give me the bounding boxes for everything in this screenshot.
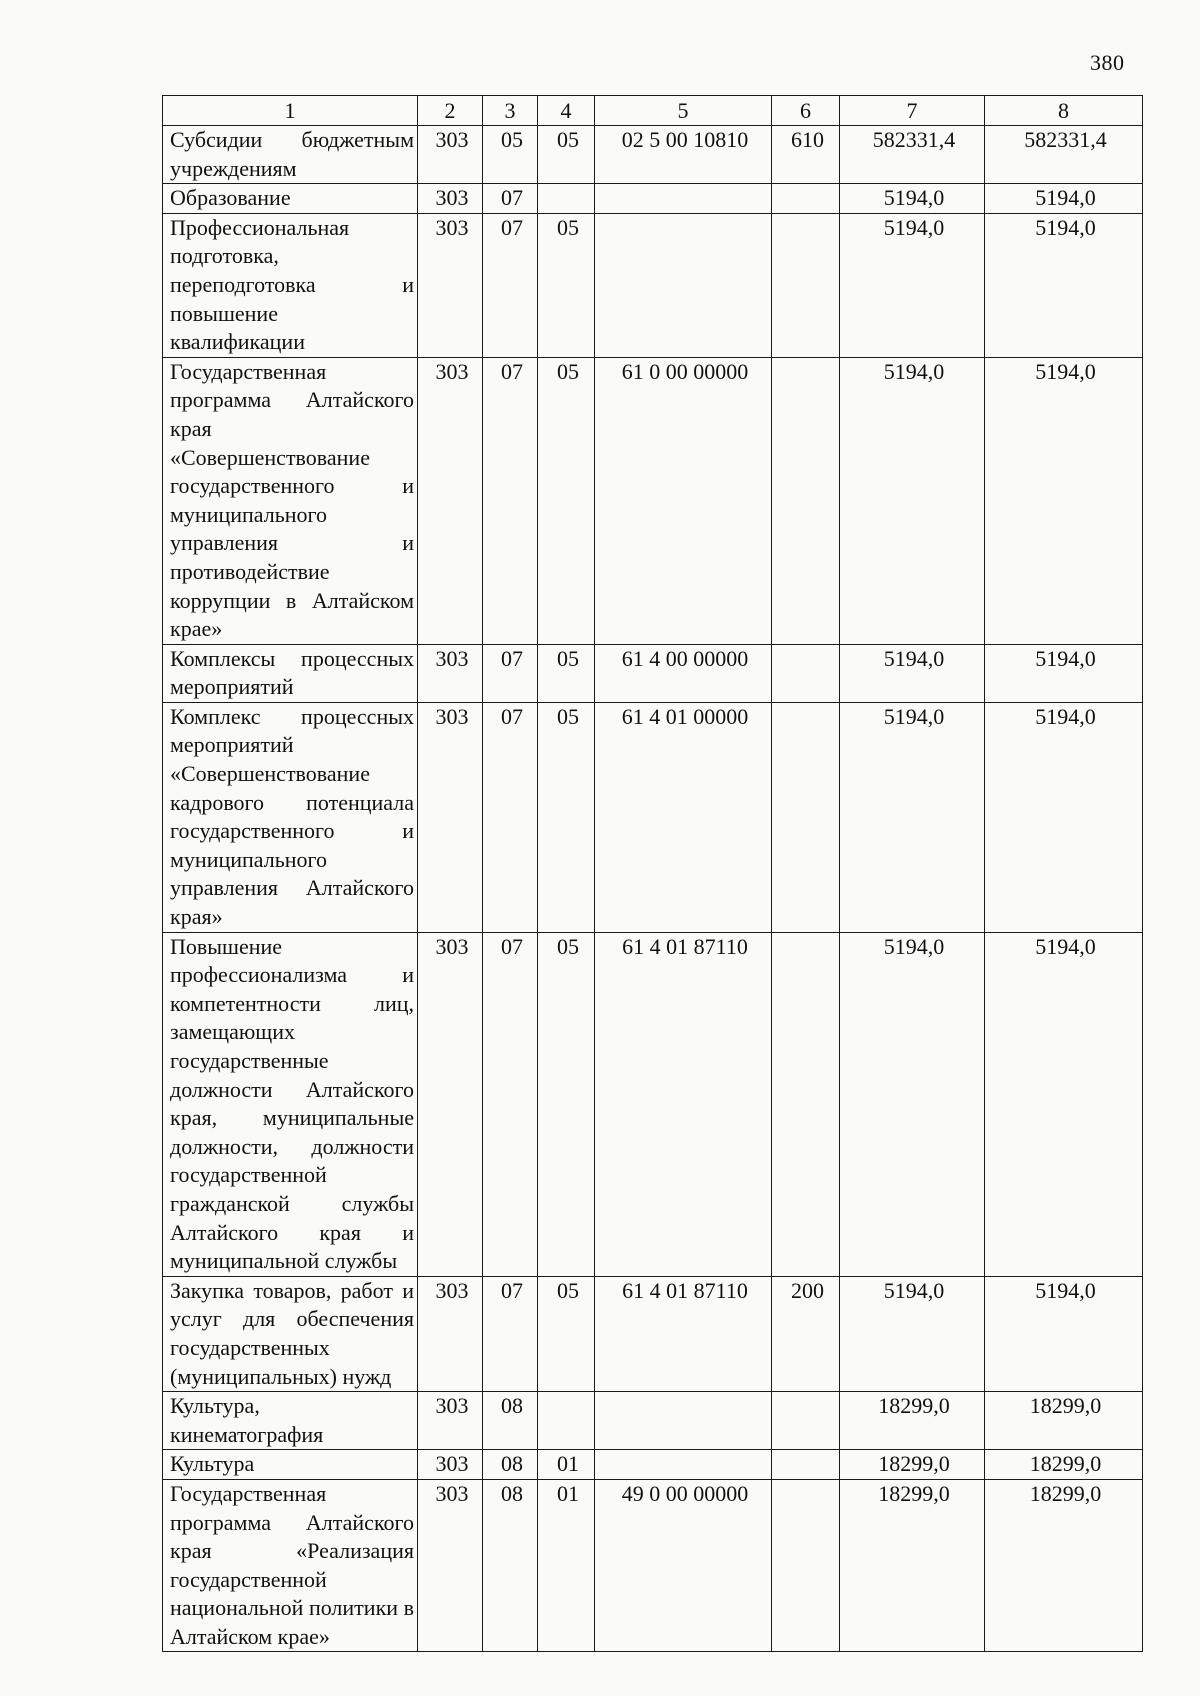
amount-cell: 5194,0 — [840, 357, 985, 644]
expense-type-cell — [772, 1450, 840, 1480]
code-cell: 303 — [418, 184, 483, 214]
amount-cell: 5194,0 — [985, 184, 1143, 214]
section-cell: 08 — [483, 1450, 538, 1480]
header-cell: 2 — [418, 96, 483, 126]
target-article-cell — [595, 184, 772, 214]
subsection-cell — [538, 184, 595, 214]
target-article-cell: 61 4 01 00000 — [595, 702, 772, 932]
subsection-cell: 05 — [538, 702, 595, 932]
subsection-cell — [538, 1392, 595, 1450]
table-row — [163, 702, 1143, 932]
row-name-cell: Образование — [163, 184, 418, 214]
subsection-cell: 05 — [538, 1276, 595, 1391]
amount-cell: 5194,0 — [840, 184, 985, 214]
amount-cell: 5194,0 — [985, 702, 1143, 932]
section-cell: 08 — [483, 1392, 538, 1450]
amount-cell: 582331,4 — [985, 126, 1143, 184]
code-cell: 303 — [418, 126, 483, 184]
header-row — [163, 96, 1143, 126]
expense-type-cell: 610 — [772, 126, 840, 184]
amount-cell: 18299,0 — [840, 1479, 985, 1652]
subsection-cell: 01 — [538, 1450, 595, 1480]
amount-cell: 582331,4 — [840, 126, 985, 184]
header-cell: 7 — [840, 96, 985, 126]
table-row — [163, 184, 1143, 214]
row-name-cell: Комплексы процессных мероприятий — [163, 644, 418, 702]
expense-type-cell — [772, 357, 840, 644]
target-article-cell: 61 4 00 00000 — [595, 644, 772, 702]
code-cell: 303 — [418, 644, 483, 702]
subsection-cell: 01 — [538, 1479, 595, 1652]
amount-cell: 18299,0 — [840, 1392, 985, 1450]
table-row — [163, 213, 1143, 357]
header-cell: 5 — [595, 96, 772, 126]
target-article-cell — [595, 213, 772, 357]
amount-cell: 5194,0 — [840, 702, 985, 932]
row-name-cell: Культура, кинематография — [163, 1392, 418, 1450]
row-name-cell: Культура — [163, 1450, 418, 1480]
expense-type-cell — [772, 644, 840, 702]
section-cell: 07 — [483, 932, 538, 1276]
subsection-cell: 05 — [538, 126, 595, 184]
subsection-cell: 05 — [538, 357, 595, 644]
amount-cell: 18299,0 — [985, 1479, 1143, 1652]
row-name-cell: Повышение профессионализма и компетентности лиц, замещающих государственные должности Алтайского края, муниципальные должности, должности государственной гражданской службы Алтайского края и муниципальной службы — [163, 932, 418, 1276]
row-name-cell: Государственная программа Алтайского края «Совершенствование государственного и муниципального управления и противодействие коррупции в Алтайском крае» — [163, 357, 418, 644]
expense-type-cell — [772, 184, 840, 214]
header-cell: 3 — [483, 96, 538, 126]
expense-type-cell — [772, 1479, 840, 1652]
row-name-cell: Комплекс процессных мероприятий «Совершенствование кадрового потенциала государственного и муниципального управления Алтайского края» — [163, 702, 418, 932]
code-cell: 303 — [418, 1479, 483, 1652]
amount-cell: 5194,0 — [840, 213, 985, 357]
amount-cell: 5194,0 — [985, 1276, 1143, 1391]
amount-cell: 5194,0 — [985, 932, 1143, 1276]
row-name-cell: Закупка товаров, работ и услуг для обеспечения государственных (муниципальных) нужд — [163, 1276, 418, 1391]
amount-cell: 5194,0 — [985, 644, 1143, 702]
target-article-cell: 61 4 01 87110 — [595, 1276, 772, 1391]
section-cell: 07 — [483, 644, 538, 702]
page-number: 380 — [1090, 50, 1125, 75]
code-cell: 303 — [418, 357, 483, 644]
target-article-cell — [595, 1392, 772, 1450]
subsection-cell: 05 — [538, 213, 595, 357]
amount-cell: 18299,0 — [985, 1450, 1143, 1480]
code-cell: 303 — [418, 702, 483, 932]
expense-type-cell — [772, 1392, 840, 1450]
header-cell: 1 — [163, 96, 418, 126]
amount-cell: 5194,0 — [840, 644, 985, 702]
code-cell: 303 — [418, 1392, 483, 1450]
table-row — [163, 1450, 1143, 1480]
section-cell: 07 — [483, 702, 538, 932]
target-article-cell: 02 5 00 10810 — [595, 126, 772, 184]
section-cell: 08 — [483, 1479, 538, 1652]
row-name-cell: Государственная программа Алтайского края «Реализация государственной национальной политики в Алтайском крае» — [163, 1479, 418, 1652]
subsection-cell: 05 — [538, 644, 595, 702]
section-cell: 07 — [483, 357, 538, 644]
row-name-cell: Профессиональная подготовка, переподготовка и повышение квалификации — [163, 213, 418, 357]
table-row — [163, 1479, 1143, 1652]
expense-type-cell: 200 — [772, 1276, 840, 1391]
target-article-cell: 49 0 00 00000 — [595, 1479, 772, 1652]
code-cell: 303 — [418, 1450, 483, 1480]
code-cell: 303 — [418, 213, 483, 357]
header-cell: 8 — [985, 96, 1143, 126]
target-article-cell: 61 0 00 00000 — [595, 357, 772, 644]
expense-type-cell — [772, 702, 840, 932]
section-cell: 05 — [483, 126, 538, 184]
table-row — [163, 1276, 1143, 1391]
amount-cell: 18299,0 — [985, 1392, 1143, 1450]
header-cell: 6 — [772, 96, 840, 126]
amount-cell: 5194,0 — [985, 357, 1143, 644]
amount-cell: 5194,0 — [985, 213, 1143, 357]
target-article-cell: 61 4 01 87110 — [595, 932, 772, 1276]
code-cell: 303 — [418, 932, 483, 1276]
subsection-cell: 05 — [538, 932, 595, 1276]
header-cell: 4 — [538, 96, 595, 126]
section-cell: 07 — [483, 213, 538, 357]
budget-table — [162, 95, 1143, 1652]
table-row — [163, 357, 1143, 644]
amount-cell: 5194,0 — [840, 932, 985, 1276]
table-row — [163, 126, 1143, 184]
code-cell: 303 — [418, 1276, 483, 1391]
table-row — [163, 644, 1143, 702]
target-article-cell — [595, 1450, 772, 1480]
amount-cell: 5194,0 — [840, 1276, 985, 1391]
expense-type-cell — [772, 213, 840, 357]
table-row — [163, 1392, 1143, 1450]
section-cell: 07 — [483, 184, 538, 214]
section-cell: 07 — [483, 1276, 538, 1391]
row-name-cell: Субсидии бюджетным учреждениям — [163, 126, 418, 184]
table-row — [163, 932, 1143, 1276]
amount-cell: 18299,0 — [840, 1450, 985, 1480]
expense-type-cell — [772, 932, 840, 1276]
